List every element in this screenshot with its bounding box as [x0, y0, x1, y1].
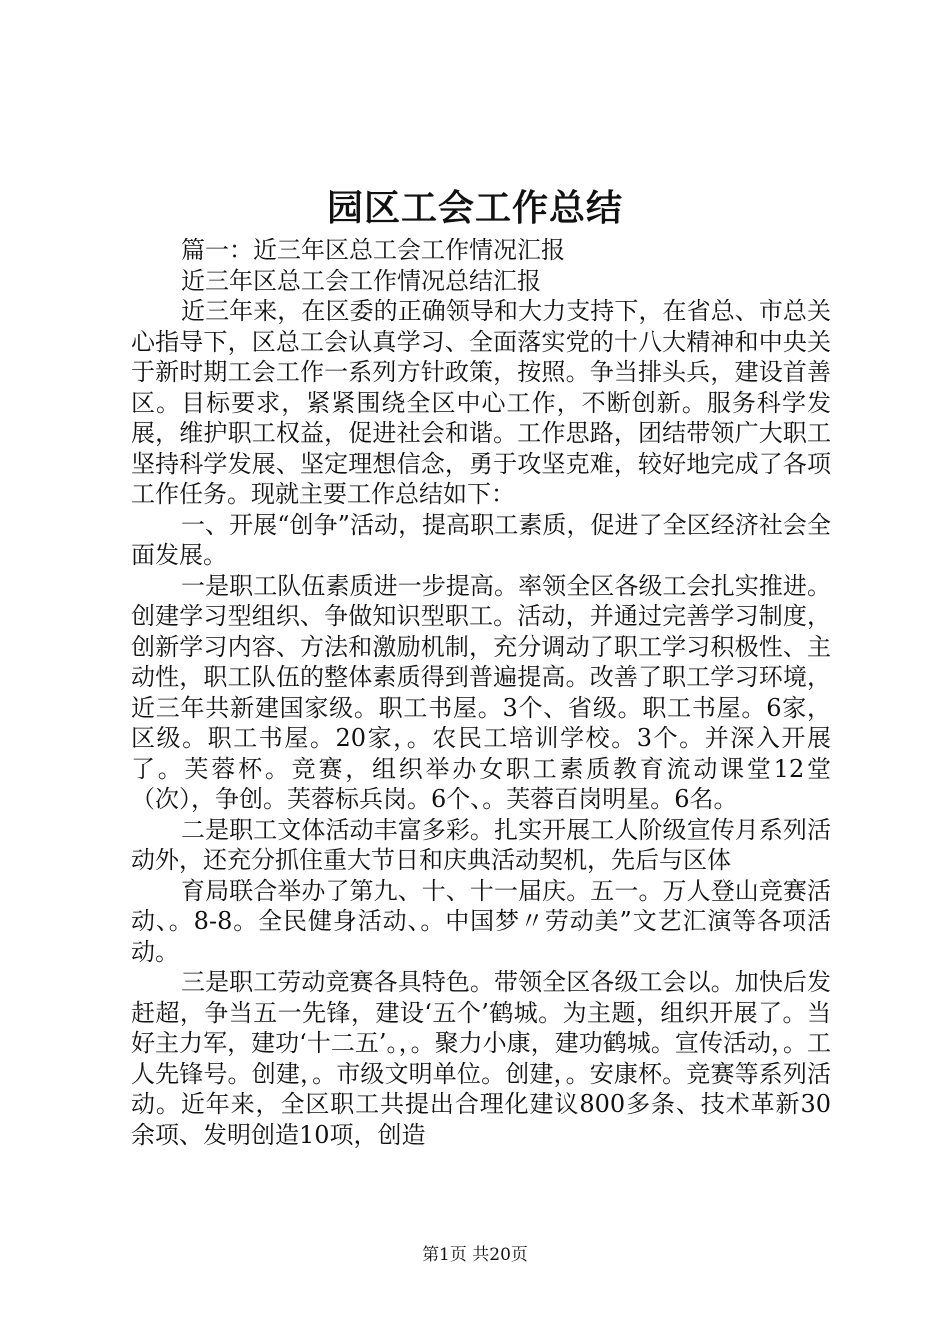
- paragraph-point-one: 一是职工队伍素质进一步提高。率领全区各级工会扎实推进。创建学习型组织、争做知识型职工。活动，并通过完善学习制度，创新学习内容、方法和激励机制，充分调动了职工学习积极性、主动性，职工队伍的整体素质得到普遍提高。改善了职工学习环境，近三年共新建国家级。职工书屋。3个、省级。职工书屋。6家，区级。职工书屋。20家，。农民工培训学校。3个。并深入开展了。芙蓉杯。竞赛，组织举办女职工素质教育流动课堂12堂（次），争创。芙蓉标兵岗。6个、。芙蓉百岗明星。6名。: [131, 571, 831, 813]
- document-title: 园区工会工作总结: [326, 187, 623, 229]
- paragraph-point-two-continued: 育局联合举办了第九、十、十一届庆。五一。万人登山竞赛活动、。8-8。全民健身活动、。中国梦〃劳动美”文艺汇演等各项活动。: [131, 876, 831, 966]
- paragraph-point-three: 三是职工劳动竞赛各具特色。带领全区各级工会以。加快后发赶超，争当五一先锋，建设‘五个’鹤城。为主题，组织开展了。当好主力军，建功‘十二五’。，。聚力小康，建功鹤城。宣传活动，。工人先锋号。创建，。市级文明单位。创建，。安康杯。竞赛等系列活动。近年来，全区职工共提出合理化建议800多条、技术革新30余项、发明创造10项，创造: [131, 968, 831, 1149]
- section-heading: 篇一：近三年区总工会工作情况汇报: [181, 236, 565, 264]
- paragraph-section-one: 一、开展“创争”活动，提高职工素质，促进了全区经济社会全面发展。: [131, 510, 831, 569]
- paragraph-intro: 近三年来，在区委的正确领导和大力支持下，在省总、市总关心指导下，区总工会认真学习、全面落实党的十八大精神和中央关于新时期工会工作一系列方针政策，按照。争当排头兵，建设首善区。目标要求，紧紧围绕全区中心工作，不断创新。服务科学发展，维护职工权益，促进社会和谐。工作思路，团结带领广大职工坚持科学发展、坚定理想信念，勇于攻坚克难，较好地完成了各项工作任务。现就主要工作总结如下：: [131, 297, 831, 508]
- subtitle: 近三年区总工会工作情况总结汇报: [181, 266, 541, 295]
- paragraph-point-two: 二是职工文体活动丰富多彩。扎实开展工人阶级宣传月系列活动外，还充分抓住重大节日和庆典活动契机，先后与区体: [131, 815, 831, 874]
- document-body: [131, 235, 831, 1150]
- page-number-footer: 第1页 共20页: [422, 1245, 528, 1265]
